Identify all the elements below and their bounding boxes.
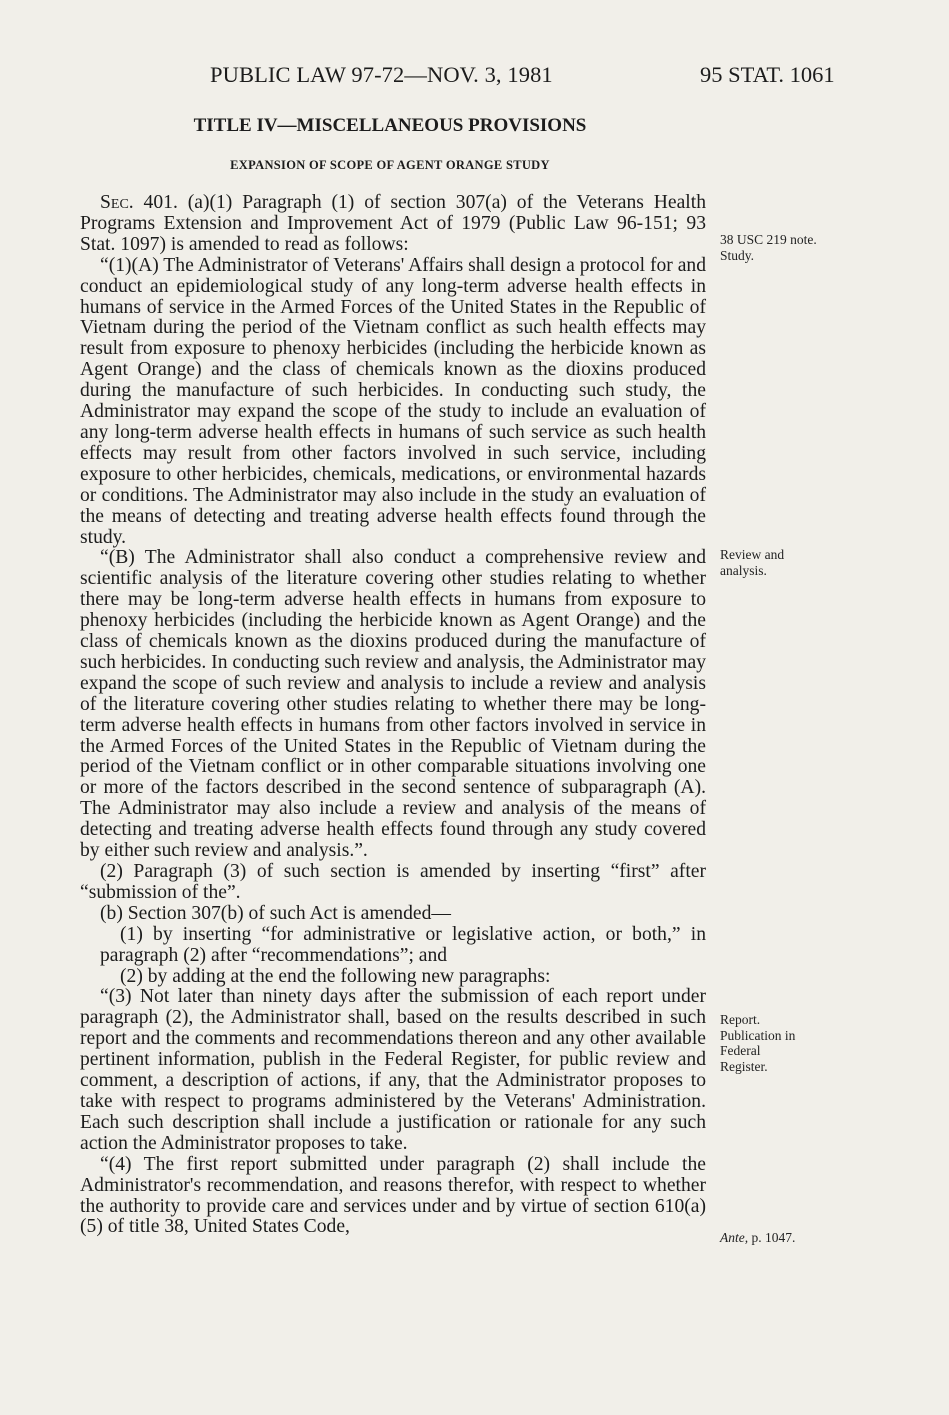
margin-note-review-line1: Review and [720,547,785,562]
paragraph-b: (b) Section 307(b) of such Act is amended— [100,902,451,924]
margin-note-study: Study. [720,247,755,263]
margin-note-report [720,1012,840,1074]
margin-note-review-line2: analysis. [720,562,767,578]
margin-note-report-line2: Publication in [720,1027,796,1043]
margin-note-ante [720,1230,840,1246]
paragraph-1a: “(1)(A) The Administrator of Veterans' Affairs shall design a protocol for and conduct an epidemiological study of any long-term adverse health effects in humans of service in the Armed Forces of the United States in the Republic of Vietnam during the period of the Vietnam conflict as such health effects may result from exposure to phenoxy herbicides (including the herbicide known as Agent Orange) and the class of chemicals known as the dioxins produced during the manufacture of such herbicides. In conducting such study, the Administrator may expand the scope of the study to include an evaluation of any long-term adverse health effects in humans of such service as such health effects may result from other factors involved in such service, including exposure to other herbicides, chemicals, medications, or environmental hazards or conditions. The Administrator may also include in the study an evaluation of the means of detecting and treating adverse health effects found through the study. [80,254,706,548]
margin-note-ante-italic: Ante, [720,1230,749,1245]
paragraph-1b: “(B) The Administrator shall also conduct a comprehensive review and scientific analysis of the literature covering other studies relating to whether there may be long-term adverse health effects in humans from exposure to phenoxy herbicides (including the herbicide known as Agent Orange) and the class of chemicals known as the dioxins produced during the manufacture of such herbicides. In conducting such review and analysis, the Administrator may expand the scope of such review and analysis to include a review and analysis of the literature covering other studies relating to whether there may be long-term adverse health effects in humans from other factors involved in service in the Armed Forces of the United States in the Republic of Vietnam during the period of the Vietnam conflict or in other comparable situations involving one or more of the factors described in the second sentence of subparagraph (A). The Administrator may also include a review and analysis of the means of detecting and treating adverse health effects found through any study covered by either such review and analysis.”. [80,547,706,862]
margin-note-citation [720,232,840,263]
paragraph-sec-401 [80,193,706,256]
paragraph-2: (2) Paragraph (3) of such section is amended by inserting “first” after “submission of the”. [80,861,706,903]
section-subtitle: EXPANSION OF SCOPE OF AGENT ORANGE STUDY [230,158,550,172]
margin-note-report-line1: Report. [720,1012,761,1027]
paragraph-4: “(4) The first report submitted under paragraph (2) shall include the Administrator's recommendation, and reasons therefor, with respect to whether the authority to provide care and services under and by virtue of section 610(a)(5) of title 38, United States Code, [80,1153,706,1238]
margin-note-report-line4: Register. [720,1058,768,1074]
sec-label: Sec. [100,192,134,213]
running-header-right: 95 STAT. 1061 [700,62,835,87]
margin-note-citation-line: 38 USC 219 note. [720,232,817,247]
running-header-left: PUBLIC LAW 97-72—NOV. 3, 1981 [210,62,553,87]
paragraph-sec-401-text: 401. (a)(1) Paragraph (1) of section 307(a) of the Veterans Health Programs Extension and Improvement Act of 1979 (Public Law 96-151; 93 Stat. 1097) is amended to read as follows: [80,192,706,255]
margin-note-review [720,547,840,578]
margin-note-report-line3: Federal [720,1043,761,1059]
body-text [80,193,706,1238]
title-heading: TITLE IV—MISCELLANEOUS PROVISIONS [193,115,587,136]
paragraph-b1: (1) by inserting “for administrative or legislative action, or both,” in paragraph (2) after “recommendations”; and [100,923,706,966]
paragraph-b2: (2) by adding at the end the following new paragraphs: [120,965,551,987]
paragraph-3: “(3) Not later than ninety days after the submission of each report under paragraph (2), the Administrator shall, based on the results described in such report and the comments and recommendations thereon and any other available pertinent information, publish in the Federal Register, for public review and comment, a description of actions, if any, that the Administrator proposes to take with respect to programs administered by the Veterans' Administration. Each such description shall include a justification or rationale for any such action the Administrator proposes to take. [80,986,706,1154]
margin-note-ante-page: p. 1047. [748,1230,796,1245]
